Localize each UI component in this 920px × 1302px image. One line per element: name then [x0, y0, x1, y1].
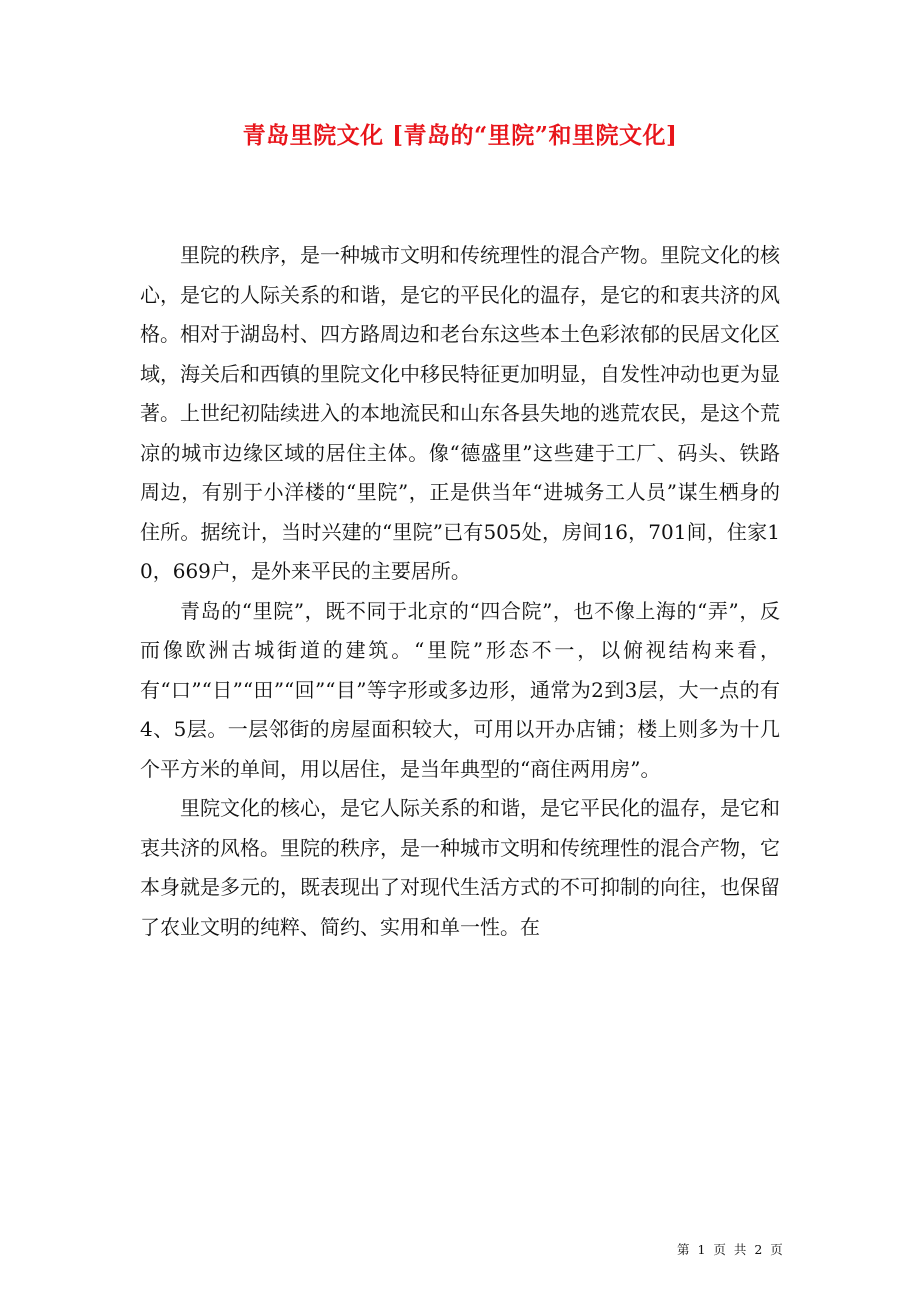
- paragraph-1: 里院的秩序，是一种城市文明和传统理性的混合产物。里院文化的核心，是它的人际关系的和谐，是它的平民化的温存，是它的和衷共济的风格。相对于湖岛村、四方路周边和老台东这些本土色彩浓郁的民居文化区域，海关后和西镇的里院文化中移民特征更加明显，自发性冲动也更为显著。上世纪初陆续进入的本地流民和山东各县失地的逃荒农民，是这个荒凉的城市边缘区域的居住主体。像“德盛里”这些建于工厂、码头、铁路周边，有别于小洋楼的“里院”，正是供当年“进城务工人员”谋生栖身的住所。据统计，当时兴建的“里院”已有505处，房间16，701间，住家10，669户，是外来平民的主要居所。: [140, 243, 780, 583]
- paragraph-2: 青岛的“里院”，既不同于北京的“四合院”，也不像上海的“弄”，反而像欧洲古城街道的建筑。“里院”形态不一，以俯视结构来看，有“口”“日”“田”“回”“目”等字形或多边形，通常为2到3层，大一点的有4、5层。一层邻街的房屋面积较大，可用以开办店铺；楼上则多为十几个平方米的单间，用以居住，是当年典型的“商住两用房”。: [140, 598, 780, 781]
- paragraph-3: 里院文化的核心，是它人际关系的和谐，是它平民化的温存，是它和衷共济的风格。里院的秩序，是一种城市文明和传统理性的混合产物，它本身就是多元的，既表现出了对现代生活方式的不可抑制的向往，也保留了农业文明的纯粹、简约、实用和单一性。在: [140, 796, 780, 939]
- document-body: [140, 236, 780, 947]
- document-title: 青岛里院文化 [青岛的“里院”和里院文化]: [242, 122, 678, 149]
- page-number-footer: 第 1 页 共 2 页: [677, 1242, 785, 1257]
